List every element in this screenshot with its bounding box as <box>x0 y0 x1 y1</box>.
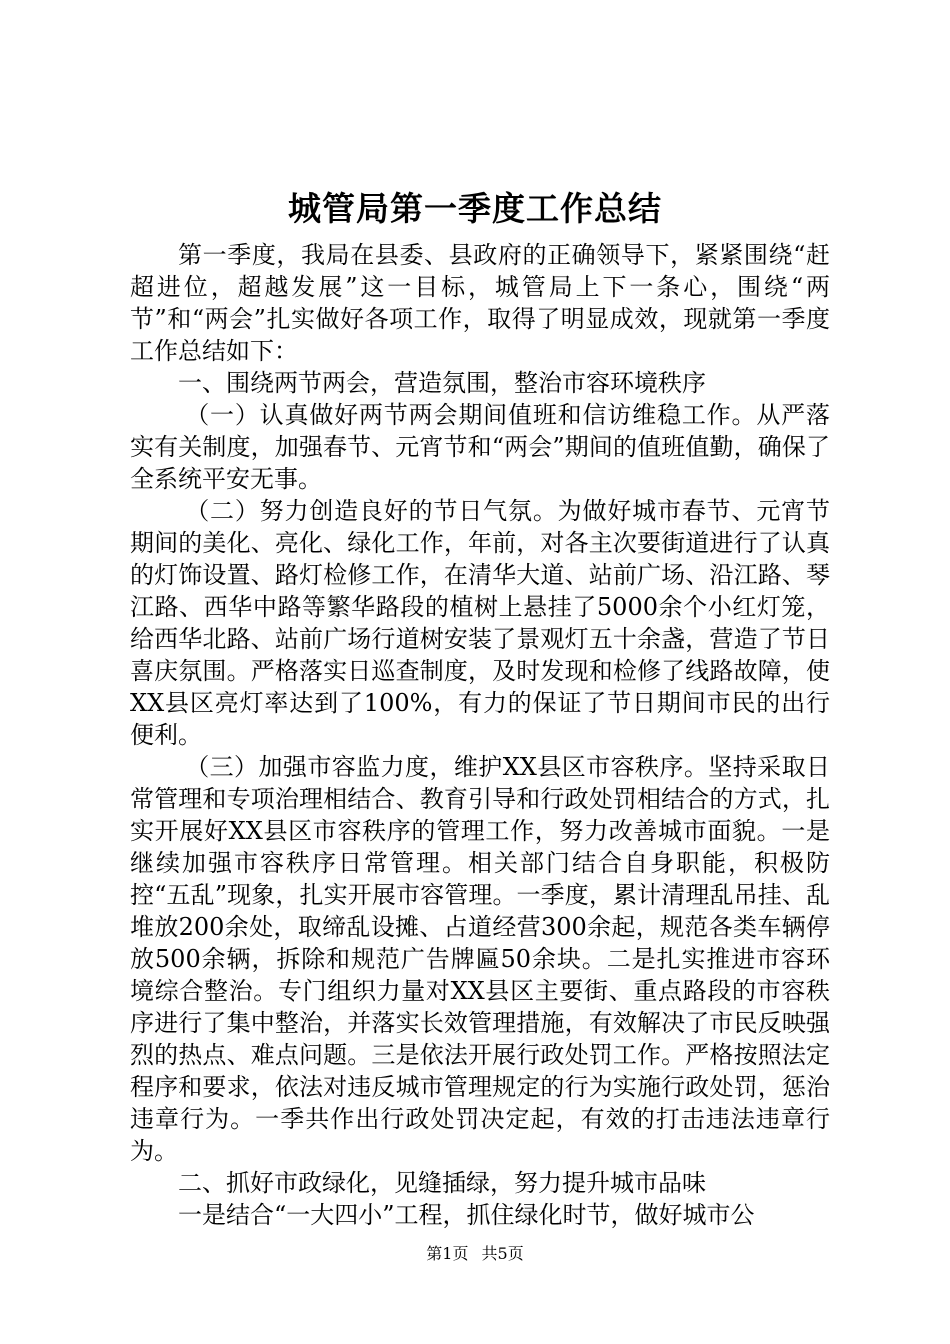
page-number: 第1页 <box>426 1244 469 1263</box>
item-paragraph-1: （一）认真做好两节两会期间值班和信访维稳工作。从严落实有关制度，加强春节、元宵节和“两会”期间的值班值勤，确保了全系统平安无事。 <box>130 401 830 493</box>
page-total: 共5页 <box>481 1244 524 1263</box>
section-heading-1: 一、围绕两节两会，营造氛围，整治市容环境秩序 <box>178 369 706 397</box>
document-body <box>130 239 830 1231</box>
section-2-paragraph: 一是结合“一大四小”工程，抓住绿化时节，做好城市公 <box>178 1201 755 1229</box>
page-footer <box>0 1241 950 1264</box>
section-heading-2: 二、抓好市政绿化，见缝插绿，努力提升城市品味 <box>178 1169 706 1197</box>
document-title: 城管局第一季度工作总结 <box>288 189 662 228</box>
item-paragraph-2: （二）努力创造良好的节日气氛。为做好城市春节、元宵节期间的美化、亮化、绿化工作，年前，对各主次要街道进行了认真的灯饰设置、路灯检修工作，在清华大道、站前广场、沿江路、琴江路、西华中路等繁华路段的植树上悬挂了5000余个小红灯笼，给西华北路、站前广场行道树安装了景观灯五十余盏，营造了节日喜庆氛围。严格落实日巡查制度，及时发现和检修了线路故障，使XX县区亮灯率达到了100%，有力的保证了节日期间市民的出行便利。 <box>130 497 830 749</box>
intro-paragraph: 第一季度，我局在县委、县政府的正确领导下，紧紧围绕“赶超进位，超越发展”这一目标，城管局上下一条心，围绕“两节”和“两会”扎实做好各项工作，取得了明显成效，现就第一季度工作总结如下： <box>130 241 830 365</box>
item-paragraph-3: （三）加强市容监力度，维护XX县区市容秩序。坚持采取日常管理和专项治理相结合、教育引导和行政处罚相结合的方式，扎实开展好XX县区市容秩序的管理工作，努力改善城市面貌。一是继续加强市容秩序日常管理。相关部门结合自身职能，积极防控“五乱”现象，扎实开展市容管理。一季度，累计清理乱吊挂、乱堆放200余处，取缔乱设摊、占道经营300余起，规范各类车辆停放500余辆，拆除和规范广告牌匾50余块。二是扎实推进市容环境综合整治。专门组织力量对XX县区主要街、重点路段的市容秩序进行了集中整治，并落实长效管理措施，有效解决了市民反映强烈的热点、难点问题。三是依法开展行政处罚工作。严格按照法定程序和要求，依法对违反城市管理规定的行为实施行政处罚，惩治违章行为。一季共作出行政处罚决定起，有效的打击违法违章行为。 <box>130 753 830 1165</box>
